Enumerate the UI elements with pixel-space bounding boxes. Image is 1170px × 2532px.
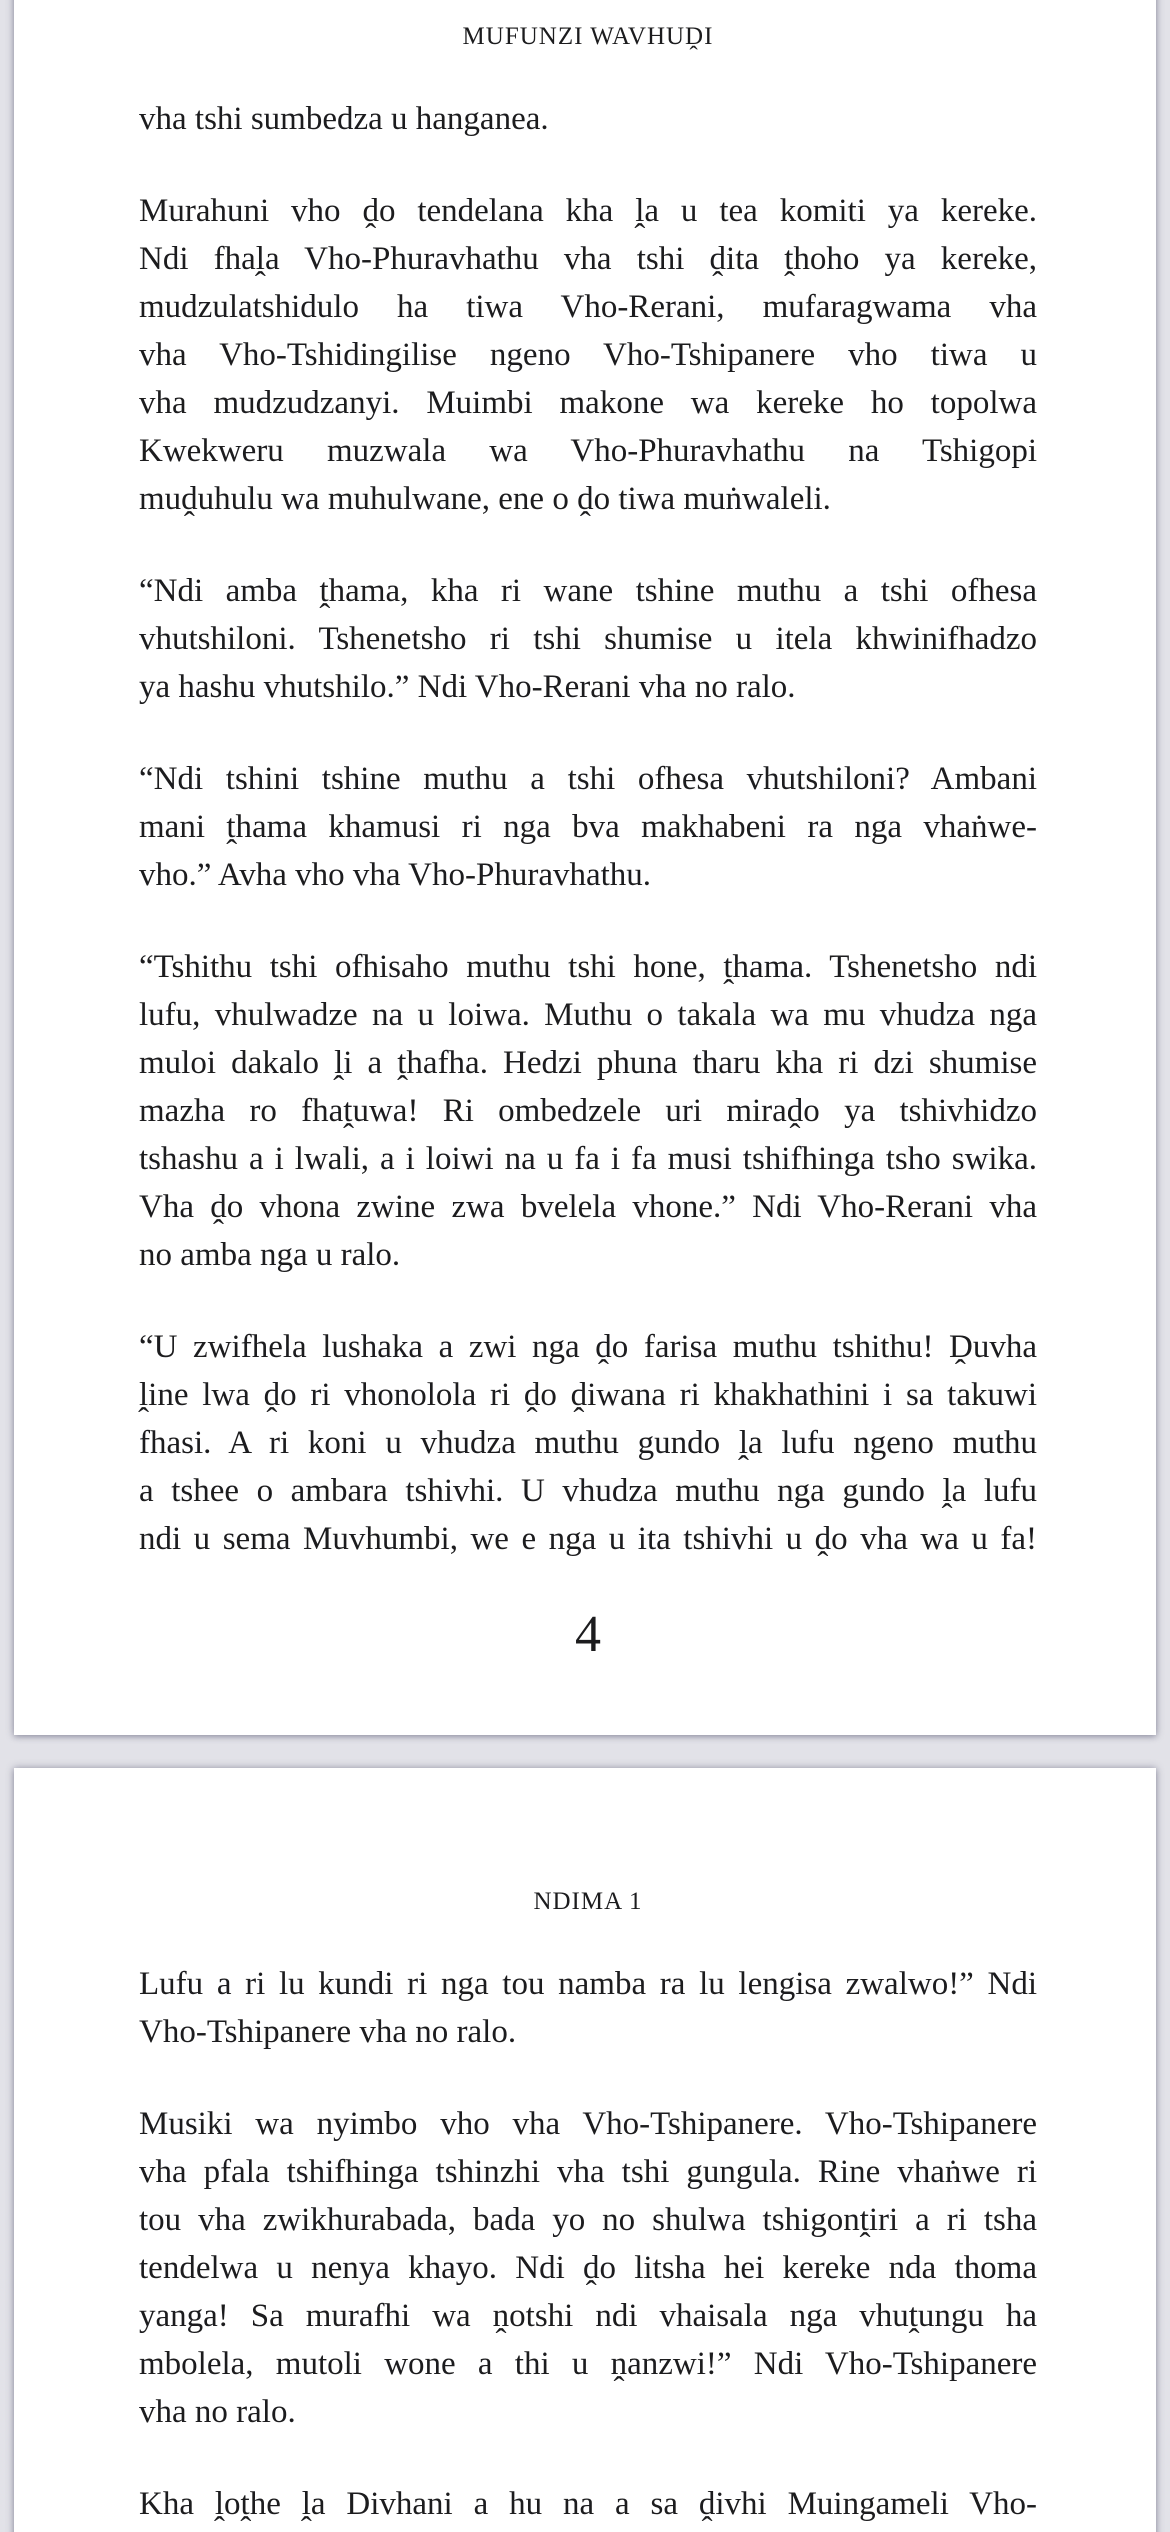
text-line: ya hashu vhutshilo.” Ndi Vho-Rerani vha no ralo. [139, 669, 796, 705]
text-line: vha no ralo. [139, 2394, 296, 2430]
text-line: tou vha zwikhurabada, bada yo no shulwa tshigonṱiri a ri tsha [139, 2202, 1037, 2238]
text-line: Kha ḽoṱhe ḽa Divhani a hu na a sa ḓivhi Muingameli Vho- [139, 2486, 1037, 2522]
paragraph [139, 2480, 1037, 2528]
text-line: Vho-Tshipanere vha no ralo. [139, 2014, 517, 2050]
paragraph [139, 1323, 1037, 1563]
text-line: “Ndi amba ṱhama, kha ri wane tshine muthu a tshi ofhesa [139, 573, 1037, 609]
running-header-chapter: NDIMA 1 [533, 1888, 643, 1915]
text-line: vha tshi sumbedza u hanganea. [139, 101, 549, 137]
text-line: Vha ḓo vhona zwine zwa bvelela vhone.” Ndi Vho-Rerani vha [139, 1189, 1037, 1225]
page-5-body [139, 1960, 1037, 2528]
text-line: ndi u sema Muvhumbi, we e nga u ita tshivhi u ḓo vha wa u fa! [139, 1521, 1037, 1557]
text-line: tshashu a i lwali, a i loiwi na u fa i fa musi tshifhinga tsho swika. [139, 1141, 1037, 1177]
page-number: 4 [575, 1606, 601, 1663]
text-line: fhasi. A ri koni u vhudza muthu gundo ḽa lufu ngeno muthu [139, 1425, 1037, 1461]
text-line: vha mudzudzanyi. Muimbi makone wa kereke ho topolwa [139, 385, 1037, 421]
paragraph [139, 567, 1037, 711]
text-line: Musiki wa nyimbo vho vha Vho-Tshipanere. Vho-Tshipanere [139, 2106, 1037, 2142]
text-line: lufu, vhulwadze na u loiwa. Muthu o takala wa mu vhudza nga [139, 997, 1037, 1033]
text-line: tendelwa u nenya khayo. Ndi ḓo litsha hei kereke nda thoma [139, 2250, 1037, 2286]
book-page-4 [14, 0, 1156, 1735]
text-line: mazha ro fhaṱuwa! Ri ombedzele uri miraḓo ya tshivhidzo [139, 1093, 1037, 1129]
text-line: vha pfala tshifhinga tshinzhi vha tshi gungula. Rine vhaṅwe ri [139, 2154, 1037, 2190]
paragraph [139, 95, 1037, 143]
text-line: mbolela, mutoli wone a thi u ṋanzwi!” Ndi Vho-Tshipanere [139, 2346, 1037, 2382]
text-line: vha Vho-Tshidingilise ngeno Vho-Tshipanere vho tiwa u [139, 337, 1037, 373]
running-header-book-title: MUFUNZI WAVHUḒI [462, 23, 714, 50]
paragraph [139, 943, 1037, 1279]
paragraph [139, 187, 1037, 523]
paragraph [139, 1960, 1037, 2056]
text-line: muloi dakalo ḽi a ṱhafha. Hedzi phuna tharu kha ri dzi shumise [139, 1045, 1037, 1081]
text-line: mani ṱhama khamusi ri nga bva makhabeni ra nga vhaṅwe- [139, 809, 1037, 845]
text-line: muḓuhulu wa muhulwane, ene o ḓo tiwa muṅwaleli. [139, 481, 831, 517]
book-page-5 [14, 1768, 1156, 2532]
text-line: ḽine lwa ḓo ri vhonolola ri ḓo ḓiwana ri khakhathini i sa takuwi [139, 1377, 1037, 1413]
text-line: a tshee o ambara tshivhi. U vhudza muthu nga gundo ḽa lufu [139, 1473, 1037, 1509]
text-line: Ndi fhaḽa Vho-Phuravhathu vha tshi ḓita ṱhoho ya kereke, [139, 241, 1037, 277]
text-line: mudzulatshidulo ha tiwa Vho-Rerani, mufaragwama vha [139, 289, 1037, 325]
text-line: Kwekweru muzwala wa Vho-Phuravhathu na Tshigopi [139, 433, 1037, 469]
page-4-body [139, 95, 1037, 1563]
text-line: “U zwifhela lushaka a zwi nga ḓo farisa muthu tshithu! Ḓuvha [139, 1329, 1037, 1365]
paragraph [139, 755, 1037, 899]
text-line: vho.” Avha vho vha Vho-Phuravhathu. [139, 857, 652, 893]
text-line: no amba nga u ralo. [139, 1237, 401, 1273]
paragraph [139, 2100, 1037, 2436]
text-line: Murahuni vho ḓo tendelana kha ḽa u tea komiti ya kereke. [139, 193, 1037, 229]
text-line: “Ndi tshini tshine muthu a tshi ofhesa vhutshiloni? Ambani [139, 761, 1037, 797]
text-line: Lufu a ri lu kundi ri nga tou namba ra lu lengisa zwalwo!” Ndi [139, 1966, 1037, 2002]
text-line: “Tshithu tshi ofhisaho muthu tshi hone, ṱhama. Tshenetsho ndi [139, 949, 1037, 985]
text-line: yanga! Sa murafhi wa ṋotshi ndi vhaisala nga vhuṱungu ha [139, 2298, 1037, 2334]
text-line: vhutshiloni. Tshenetsho ri tshi shumise u itela khwinifhadzo [139, 621, 1037, 657]
